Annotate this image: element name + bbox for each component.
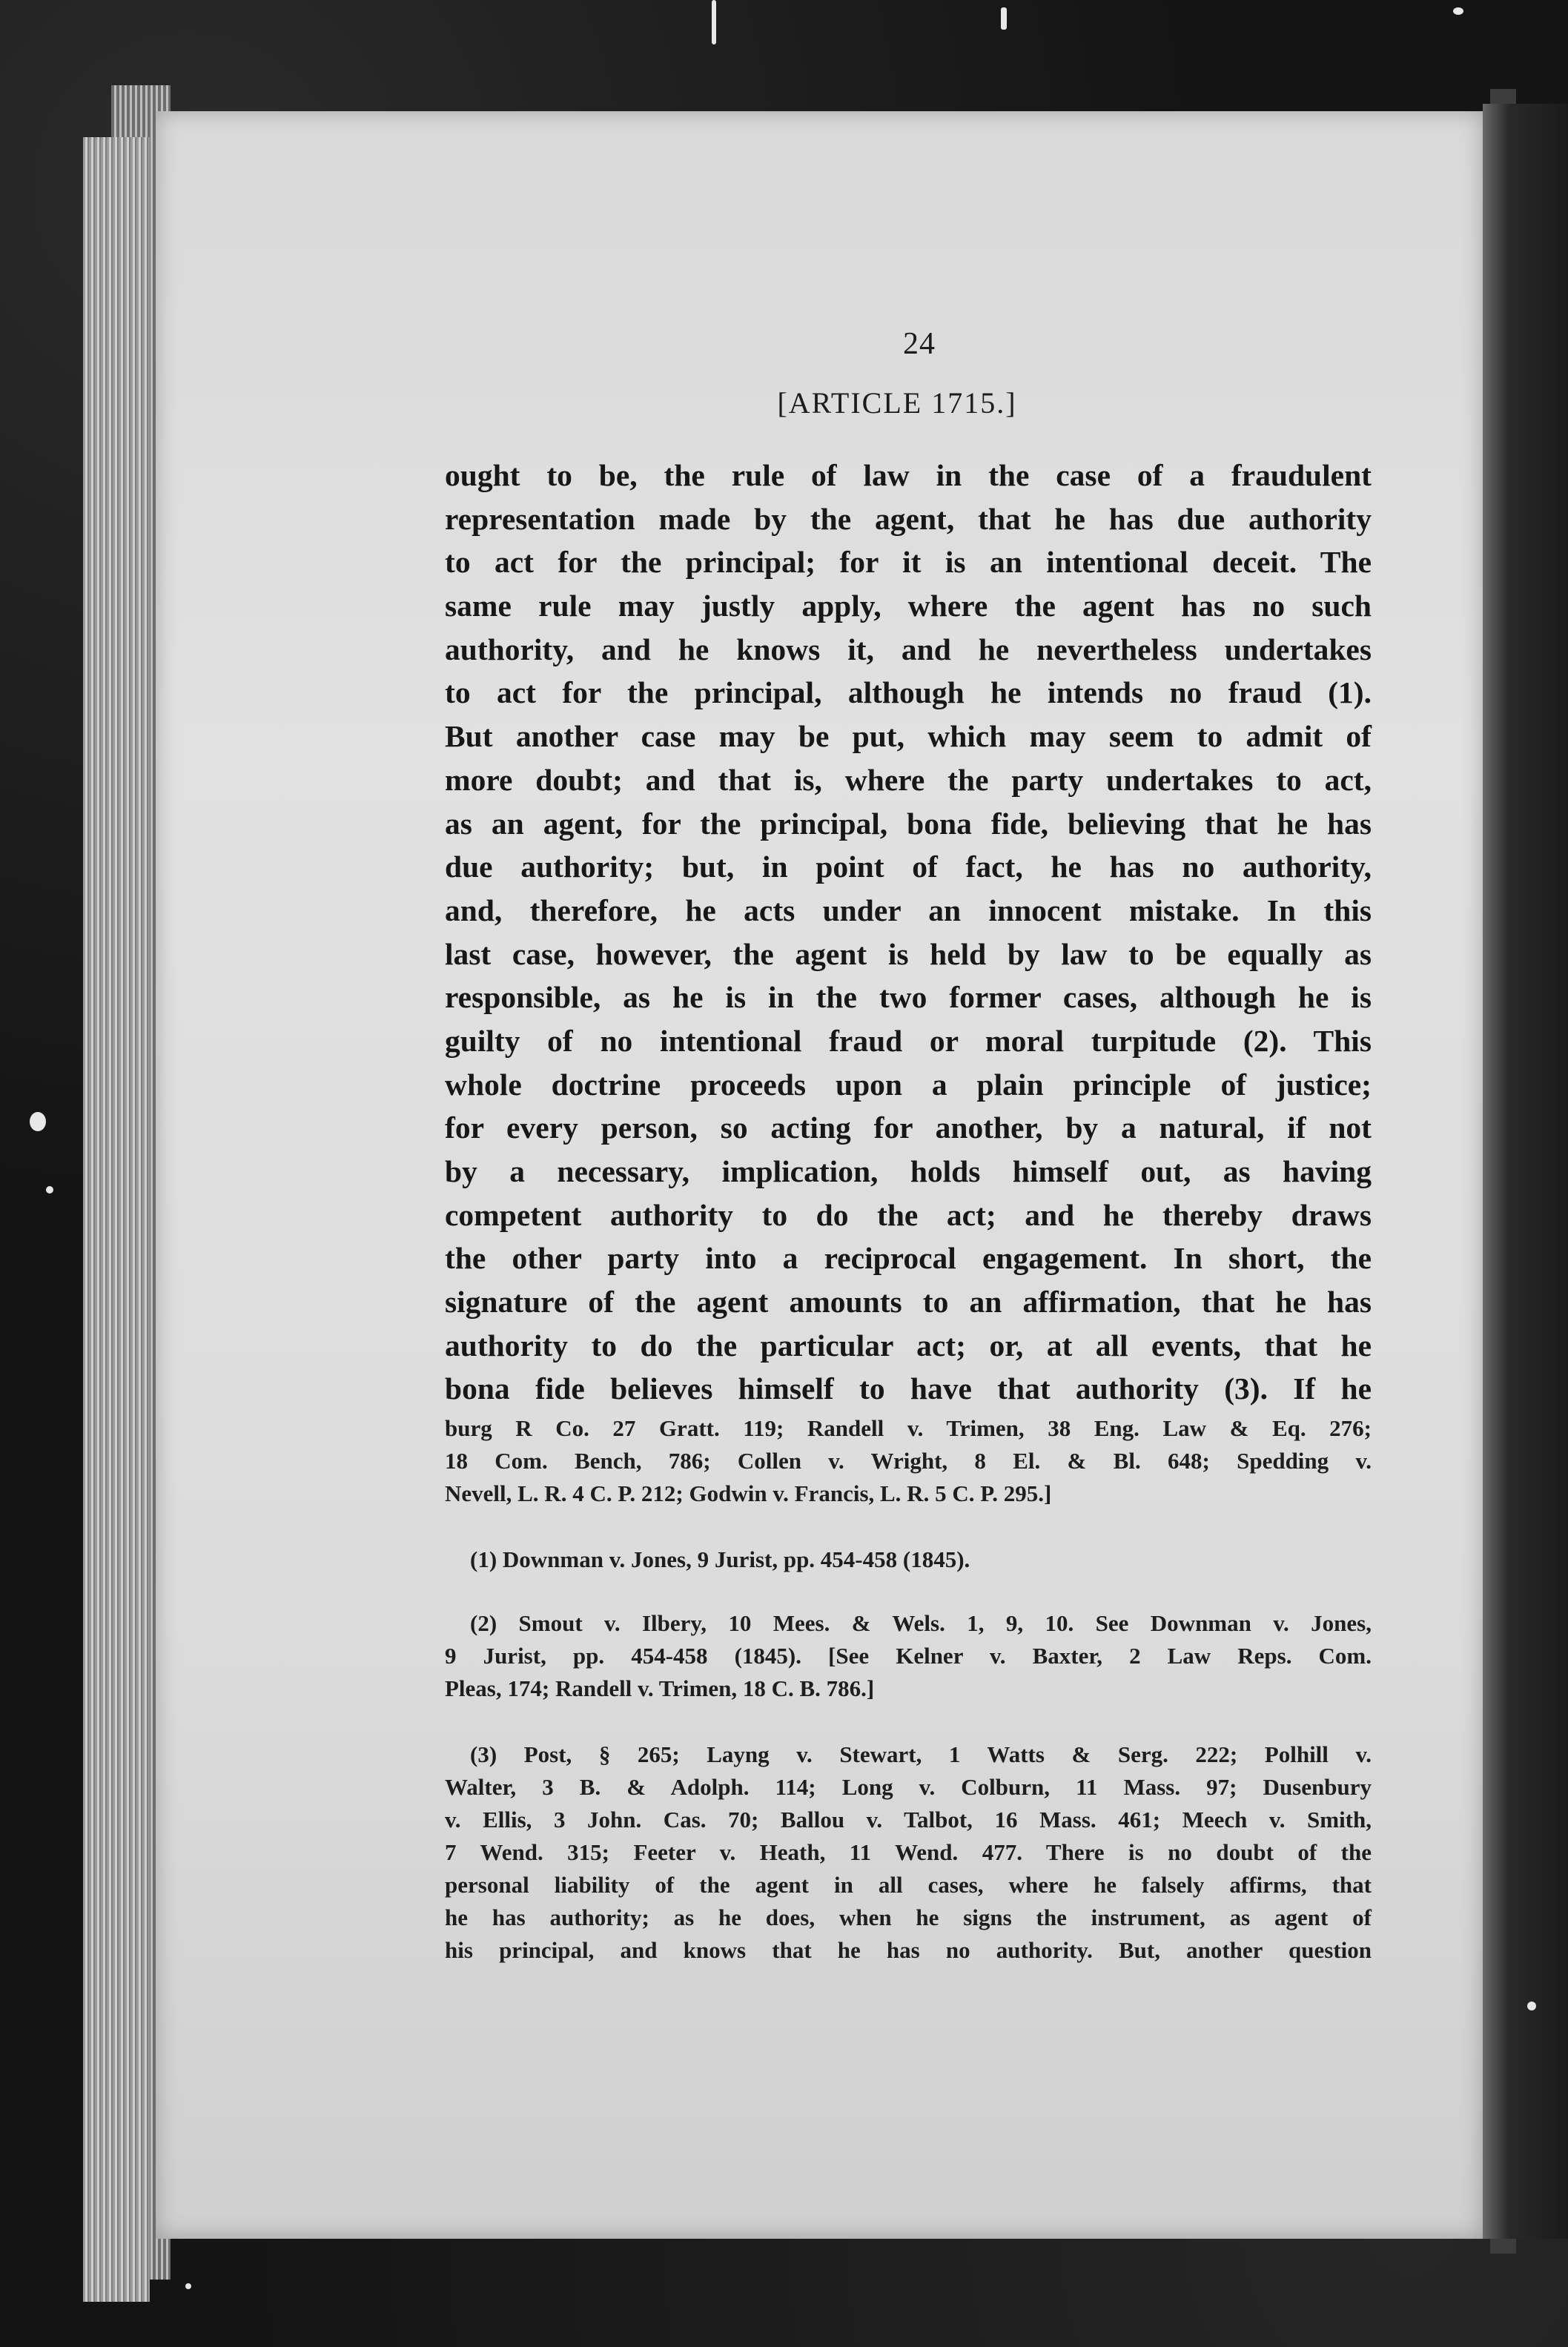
text-line: and, therefore, he acts under an innocent mistake. In this (445, 893, 1372, 927)
text-line: last case, however, the agent is held by law to be equally as (445, 936, 1372, 971)
footnote-3 (445, 1738, 1372, 1967)
text-line: more doubt; and that is, where the party undertakes to act, (445, 762, 1372, 797)
footnote-1 (445, 1543, 1372, 1576)
right-gutter-shadow (1483, 104, 1568, 2239)
footnote-line: burg R Co. 27 Gratt. 119; Randell v. Trimen, 38 Eng. Law & Eq. 276; (445, 1415, 1372, 1441)
footnote-line: v. Ellis, 3 John. Cas. 70; Ballou v. Talbot, 16 Mass. 461; Meech v. Smith, (445, 1807, 1372, 1833)
text-line: guilty of no intentional fraud or moral turpitude (2). This (445, 1023, 1372, 1058)
text-line: the other party into a reciprocal engagement. In short, the (445, 1241, 1372, 1276)
text-line: due authority; but, in point of fact, he has no authority, (445, 850, 1372, 884)
page-number: 24 (903, 327, 936, 361)
dust-speck (1001, 7, 1007, 30)
text-line: same rule may justly apply, where the agent has no such (445, 589, 1372, 623)
footnote-line: Pleas, 174; Randell v. Trimen, 18 C. B. 786.] (445, 1675, 875, 1701)
text-line: authority, and he knows it, and he nevertheless undertakes (445, 632, 1372, 666)
text-line: by a necessary, implication, holds himself out, as having (445, 1154, 1372, 1188)
dust-speck (1527, 2002, 1536, 2010)
text-line: to act for the principal, although he intends no fraud (1). (445, 675, 1372, 710)
footnote-continuation (445, 1412, 1372, 1510)
text-line: for every person, so acting for another, by a natural, if not (445, 1110, 1372, 1145)
footnote-line: (2) Smout v. Ilbery, 10 Mees. & Wels. 1, 9, 10. See Downman v. Jones, (470, 1610, 1372, 1636)
footnote-2 (445, 1607, 1372, 1705)
text-line: whole doctrine proceeds upon a plain principle of justice; (445, 1067, 1372, 1102)
text-line: competent authority to do the act; and he thereby draws (445, 1197, 1372, 1232)
dust-speck (30, 1112, 46, 1131)
footnote-line: (1) Downman v. Jones, 9 Jurist, pp. 454-458 (1845). (470, 1546, 970, 1572)
text-line: responsible, as he is in the two former cases, although he is (445, 980, 1372, 1015)
text-line: as an agent, for the principal, bona fide, believing that he has (445, 806, 1372, 841)
footnote-line: Nevell, L. R. 4 C. P. 212; Godwin v. Francis, L. R. 5 C. P. 295.] (445, 1480, 1052, 1506)
footnote-line: 18 Com. Bench, 786; Collen v. Wright, 8 El. & Bl. 648; Spedding v. (445, 1448, 1372, 1474)
footnote-line: personal liability of the agent in all cases, where he falsely affirms, that (445, 1872, 1372, 1898)
dust-speck (1453, 7, 1463, 15)
text-line: ought to be, the rule of law in the case of a fraudulent (445, 458, 1372, 492)
footnote-line: (3) Post, § 265; Layng v. Stewart, 1 Watts & Serg. 222; Polhill v. (470, 1741, 1372, 1767)
body-paragraph (445, 454, 1372, 1411)
text-line: But another case may be put, which may seem to admit of (445, 719, 1372, 754)
book-page-edges (83, 137, 150, 2302)
dust-speck (712, 0, 716, 44)
footnote-line: Walter, 3 B. & Adolph. 114; Long v. Colburn, 11 Mass. 97; Dusenbury (445, 1774, 1372, 1800)
footnote-line: 9 Jurist, pp. 454-458 (1845). [See Kelner v. Baxter, 2 Law Reps. Com. (445, 1643, 1372, 1669)
text-line: authority to do the particular act; or, at all events, that he (445, 1328, 1372, 1363)
footnote-line: 7 Wend. 315; Feeter v. Heath, 11 Wend. 477. There is no doubt of the (445, 1839, 1372, 1865)
article-heading: [ARTICLE 1715.] (777, 386, 1017, 420)
footnote-line: his principal, and knows that he has no authority. But, another question (445, 1937, 1372, 1963)
footnote-line: he has authority; as he does, when he signs the instrument, as agent of (445, 1904, 1372, 1930)
text-line: to act for the principal; for it is an intentional deceit. The (445, 545, 1372, 580)
dust-speck (46, 1186, 53, 1194)
text-line: signature of the agent amounts to an affirmation, that he has (445, 1285, 1372, 1320)
text-line: bona fide believes himself to have that authority (3). If he (445, 1371, 1372, 1406)
dust-speck (185, 2283, 191, 2289)
text-line: representation made by the agent, that he has due authority (445, 501, 1372, 536)
